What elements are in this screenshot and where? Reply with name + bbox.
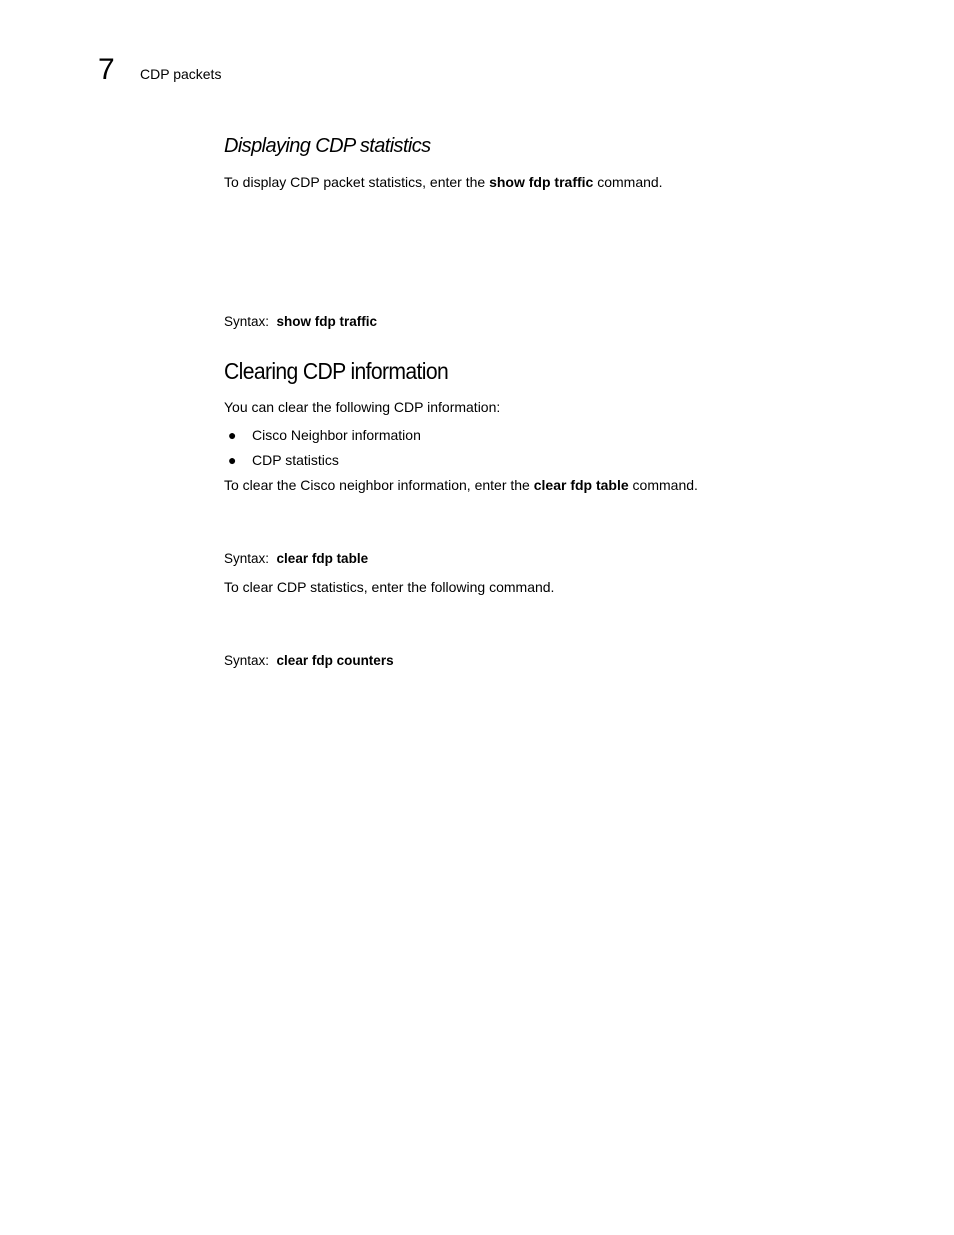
inline-command: show fdp traffic (489, 174, 594, 190)
list-item-text: CDP statistics (252, 452, 339, 468)
paragraph-clear-stats: To clear CDP statistics, enter the following command. (224, 579, 555, 595)
syntax-command: show fdp traffic (276, 314, 378, 329)
list-item-text: Cisco Neighbor information (252, 427, 421, 443)
inline-command: clear fdp table (533, 477, 629, 493)
paragraph-clearing-intro: You can clear the following CDP information: (224, 399, 501, 415)
heading-displaying-cdp-statistics: Displaying CDP statistics (224, 135, 431, 157)
bullet-icon: ● (228, 452, 237, 468)
text: command. (628, 477, 698, 493)
syntax-clear-fdp-table (224, 550, 368, 568)
syntax-show-fdp-traffic (224, 313, 377, 331)
list-item (224, 451, 624, 469)
text: To display CDP packet statistics, enter the (224, 174, 490, 190)
syntax-label: Syntax: (224, 551, 270, 566)
paragraph-display-intro (224, 173, 663, 191)
syntax-label: Syntax: (224, 314, 270, 329)
list-item (224, 426, 624, 444)
chapter-number: 7 (98, 53, 115, 86)
bullet-icon: ● (228, 427, 237, 443)
heading-clearing-cdp-information: Clearing CDP information (224, 358, 449, 384)
paragraph-clear-neighbor (224, 476, 698, 494)
text: To clear the Cisco neighbor information, enter the (224, 477, 534, 493)
syntax-label: Syntax: (224, 653, 270, 668)
syntax-clear-fdp-counters (224, 652, 394, 670)
syntax-command: clear fdp counters (276, 653, 394, 668)
syntax-command: clear fdp table (276, 551, 369, 566)
running-header: CDP packets (140, 66, 222, 82)
text: command. (593, 174, 663, 190)
